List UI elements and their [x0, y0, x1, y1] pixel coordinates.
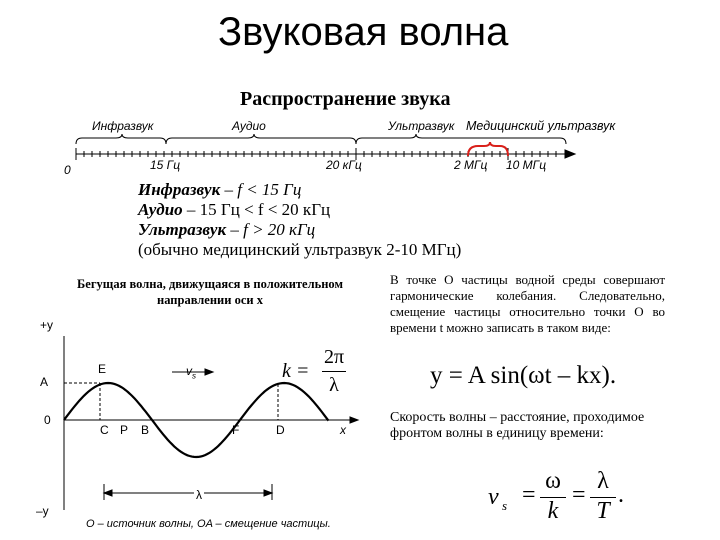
label-zero: 0: [44, 413, 51, 427]
label-infrasound: Инфразвук: [92, 119, 154, 133]
label-plus-y: +y: [40, 318, 54, 332]
label-audio: Аудио: [232, 119, 266, 133]
wave-caption: Бегущая волна, движущаяся в положительном направлении оси x: [77, 277, 343, 307]
tick-label-10mhz: 10 МГц: [506, 158, 547, 172]
range-ultrasound: Ультразвук – f > 20 кГц: [138, 220, 316, 239]
speed-text: Скорость волны – расстояние, проходимое фронтом волны в единицу времени:: [390, 410, 645, 441]
label-lambda: λ: [196, 488, 202, 502]
slide-title: Звуковая волна: [218, 10, 509, 54]
label-p: P: [120, 423, 129, 437]
range-audio: Аудио – 15 Гц < f < 20 кГц: [138, 200, 331, 219]
label-e: E: [98, 362, 107, 376]
formula-displacement: y = A sin(ωt – kx).: [430, 362, 617, 389]
wave-footer: O – источник волны, OA – смещение частицы.: [86, 518, 331, 530]
range-medical-note: (обычно медицинский ультразвук 2-10 МГц): [138, 240, 462, 259]
range-infrasound: Инфразвук – f < 15 Гц: [138, 180, 302, 199]
label-b: B: [141, 423, 150, 437]
label-d: D: [276, 423, 285, 437]
label-c: C: [100, 423, 109, 437]
tick-label-15hz: 15 Гц: [150, 158, 181, 172]
label-f: F: [232, 423, 240, 437]
tick-label-20khz: 20 кГц: [326, 158, 362, 172]
label-velocity: $v_s$: [186, 364, 196, 381]
label-medical-ultrasound: Медицинский ультразвук: [466, 119, 616, 133]
tick-label-0: 0: [64, 163, 71, 177]
formula-speed: v s = ω k = λ T .: [488, 468, 624, 524]
slide-subtitle: Распространение звука: [240, 88, 451, 110]
label-minus-y: –y: [36, 504, 49, 518]
label-a: A: [40, 375, 49, 389]
x-arrow: [350, 417, 358, 423]
tick-label-2mhz: 2 МГц: [454, 158, 488, 172]
label-ultrasound: Ультразвук: [388, 119, 455, 133]
displacement-text: В точке O частицы водной среды совершают гармонические колебания. Следовательно, смещение частицы относительно точки O во времени t можно записать в таком виде:: [390, 272, 665, 335]
label-x: x: [340, 423, 346, 437]
